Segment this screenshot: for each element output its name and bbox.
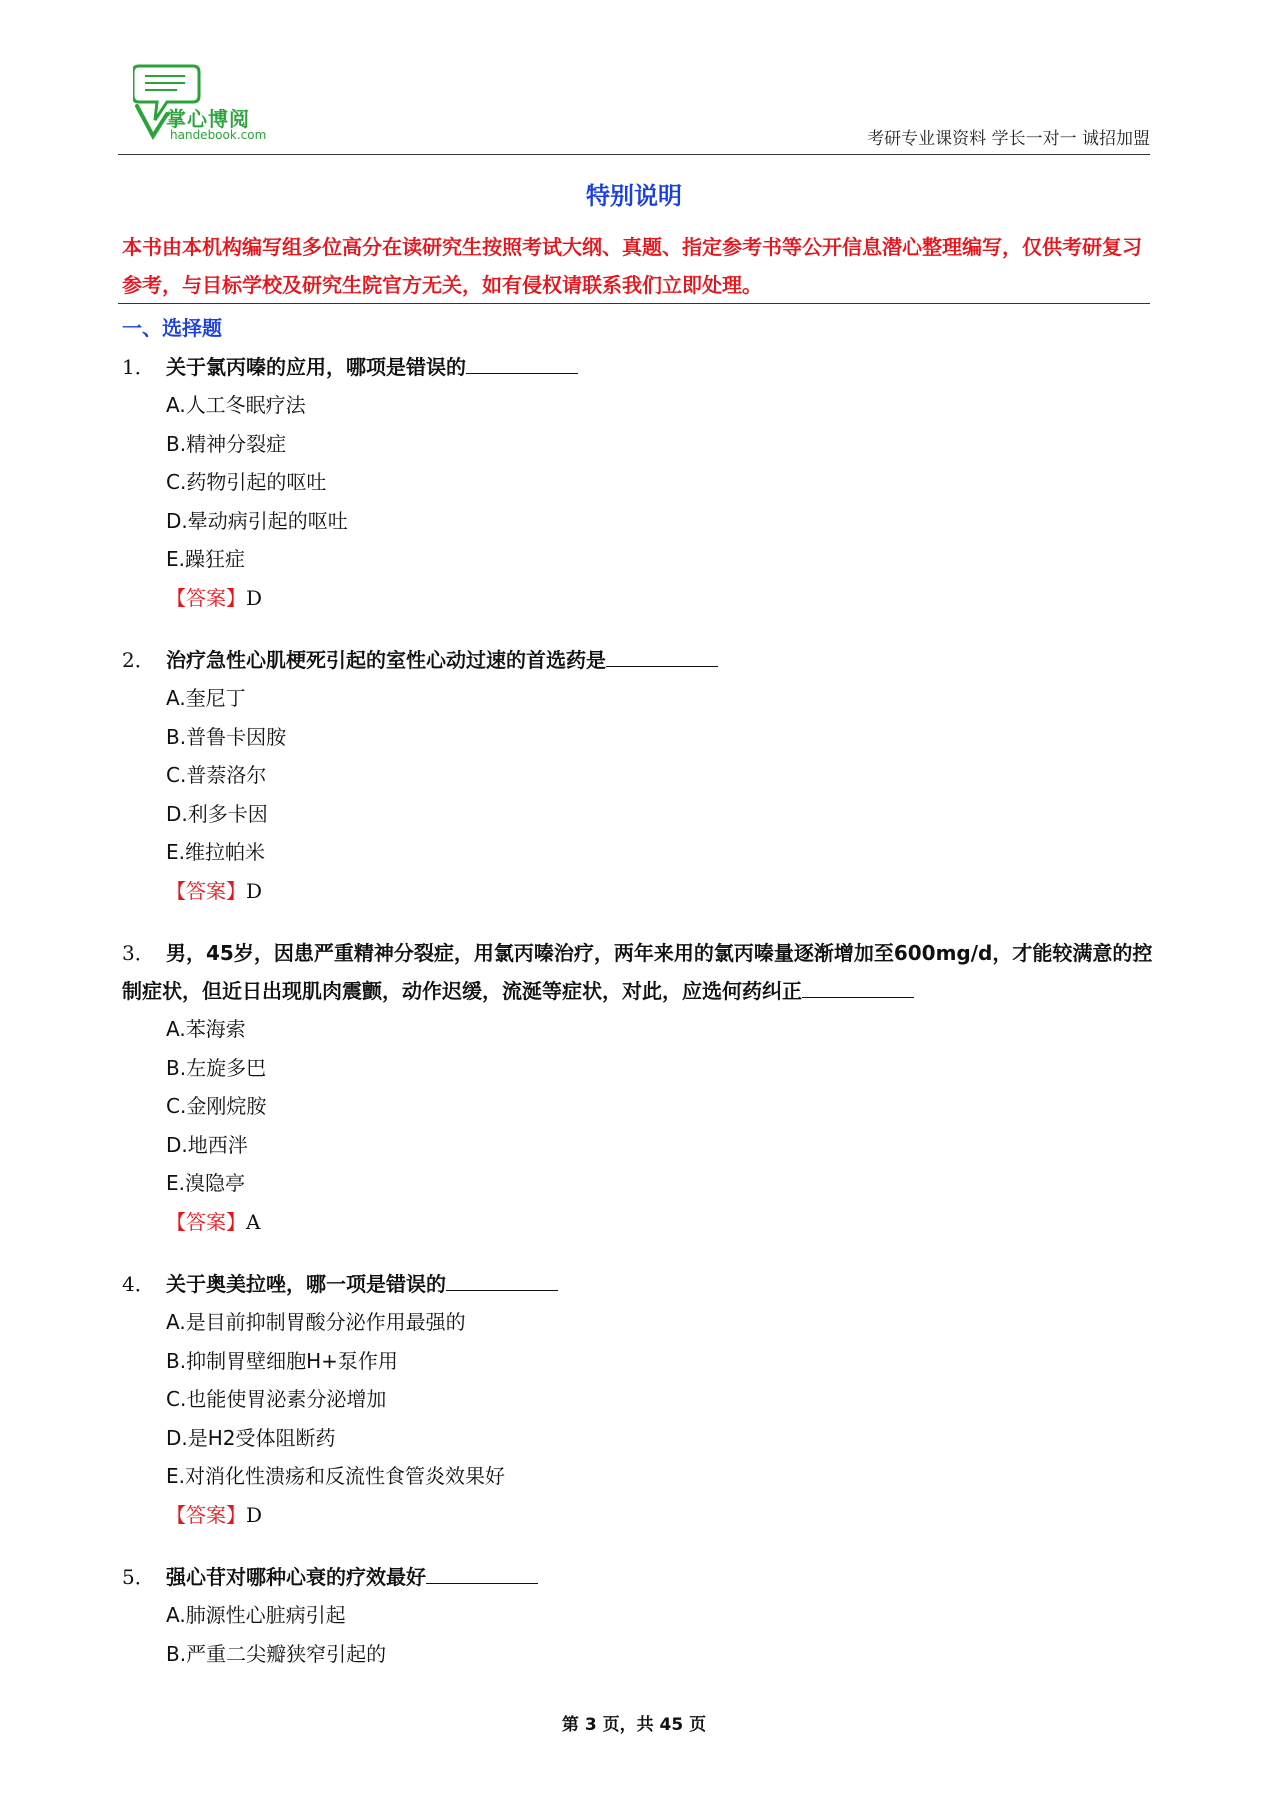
option-d: D.是H2受体阻断药	[166, 1425, 336, 1450]
option-b: B.严重二尖瓣狭窄引起的	[166, 1641, 387, 1666]
question-text: 关于氯丙嗪的应用，哪项是错误的	[166, 355, 466, 379]
question-text: 男，45岁，因患严重精神分裂症，用氯丙嗪治疗，两年来用的氯丙嗪量逐渐增加至600mg/d，才能较满意的控制症状，但近日出现肌肉震颤，动作迟缓，流涎等症状，对此，应选何药纠正	[122, 941, 1153, 1003]
logo-text: 掌心博阅	[166, 107, 250, 131]
question-number: 1．	[122, 355, 155, 379]
option-a: A.肺源性心脏病引起	[166, 1603, 346, 1627]
question-number: 4．	[122, 1272, 155, 1296]
option-c: C.药物引起的呕吐	[166, 470, 327, 494]
answer-line	[122, 872, 1153, 911]
answer-label: 【答案】	[166, 878, 246, 903]
option-e: E.对消化性溃疡和反流性食管炎效果好	[166, 1464, 505, 1488]
option-b: B.普鲁卡因胺	[166, 724, 287, 749]
question-stem	[122, 934, 1153, 1010]
section-title: 一、选择题	[122, 316, 222, 340]
answer-line	[122, 1203, 1153, 1242]
question-number: 2．	[122, 648, 155, 672]
question-text: 关于奥美拉唑，哪一项是错误的	[166, 1272, 446, 1296]
option-a: A.奎尼丁	[166, 686, 246, 710]
question-stem	[122, 641, 1153, 679]
question-list	[122, 348, 1153, 1697]
notice-title: 特别说明	[586, 182, 682, 210]
question-number: 3．	[122, 941, 155, 965]
option-b: B.精神分裂症	[166, 431, 287, 456]
page-footer: 第 3 页，共 45 页	[561, 1715, 707, 1735]
question-stem	[122, 1265, 1153, 1303]
answer-label: 【答案】	[166, 585, 246, 610]
answer-blank	[466, 355, 578, 374]
option-e: E.溴隐亭	[166, 1171, 245, 1195]
option-d: D.晕动病引起的呕吐	[166, 508, 348, 533]
option-c: C.普萘洛尔	[166, 763, 267, 787]
logo-url: handebook.com	[170, 128, 267, 142]
answer-value: D	[246, 878, 263, 903]
option-b: B.抑制胃壁细胞H+泵作用	[166, 1348, 398, 1373]
answer-value: A	[246, 1209, 261, 1234]
header-divider	[118, 154, 1150, 155]
question-stem	[122, 348, 1153, 386]
option-b: B.左旋多巴	[166, 1055, 267, 1080]
notice-divider	[118, 303, 1150, 304]
answer-value: D	[246, 585, 263, 610]
question-text: 强心苷对哪种心衰的疗效最好	[166, 1565, 426, 1589]
answer-label: 【答案】	[166, 1209, 246, 1234]
answer-line	[122, 1496, 1153, 1535]
answer-value: D	[246, 1502, 263, 1527]
answer-blank	[606, 648, 718, 667]
question-number: 5．	[122, 1565, 155, 1589]
answer-label: 【答案】	[166, 1502, 246, 1527]
question-4	[122, 1265, 1153, 1534]
notice-body: 本书由本机构编写组多位高分在读研究生按照考试大纲、真题、指定参考书等公开信息潜心整理编写，仅供考研复习参考，与目标学校及研究生院官方无关，如有侵权请联系我们立即处理。	[122, 235, 1142, 297]
question-stem	[122, 1558, 1153, 1596]
option-e: E.躁狂症	[166, 547, 245, 571]
question-3	[122, 934, 1153, 1241]
question-2	[122, 641, 1153, 910]
option-d: D.利多卡因	[166, 801, 268, 826]
option-d: D.地西泮	[166, 1132, 248, 1157]
option-a: A.是目前抑制胃酸分泌作用最强的	[166, 1310, 466, 1334]
option-a: A.人工冬眠疗法	[166, 393, 306, 417]
answer-blank	[802, 979, 914, 998]
option-c: C.也能使胃泌素分泌增加	[166, 1387, 387, 1411]
question-text: 治疗急性心肌梗死引起的室性心动过速的首选药是	[166, 648, 606, 672]
question-1	[122, 348, 1153, 617]
answer-line	[122, 579, 1153, 618]
option-c: C.金刚烷胺	[166, 1094, 267, 1118]
option-a: A.苯海索	[166, 1017, 246, 1041]
answer-blank	[446, 1272, 558, 1291]
option-e: E.维拉帕米	[166, 840, 265, 864]
question-5	[122, 1558, 1153, 1673]
answer-blank	[426, 1565, 538, 1584]
header-slogan: 考研专业课资料 学长一对一 诚招加盟	[867, 129, 1150, 149]
